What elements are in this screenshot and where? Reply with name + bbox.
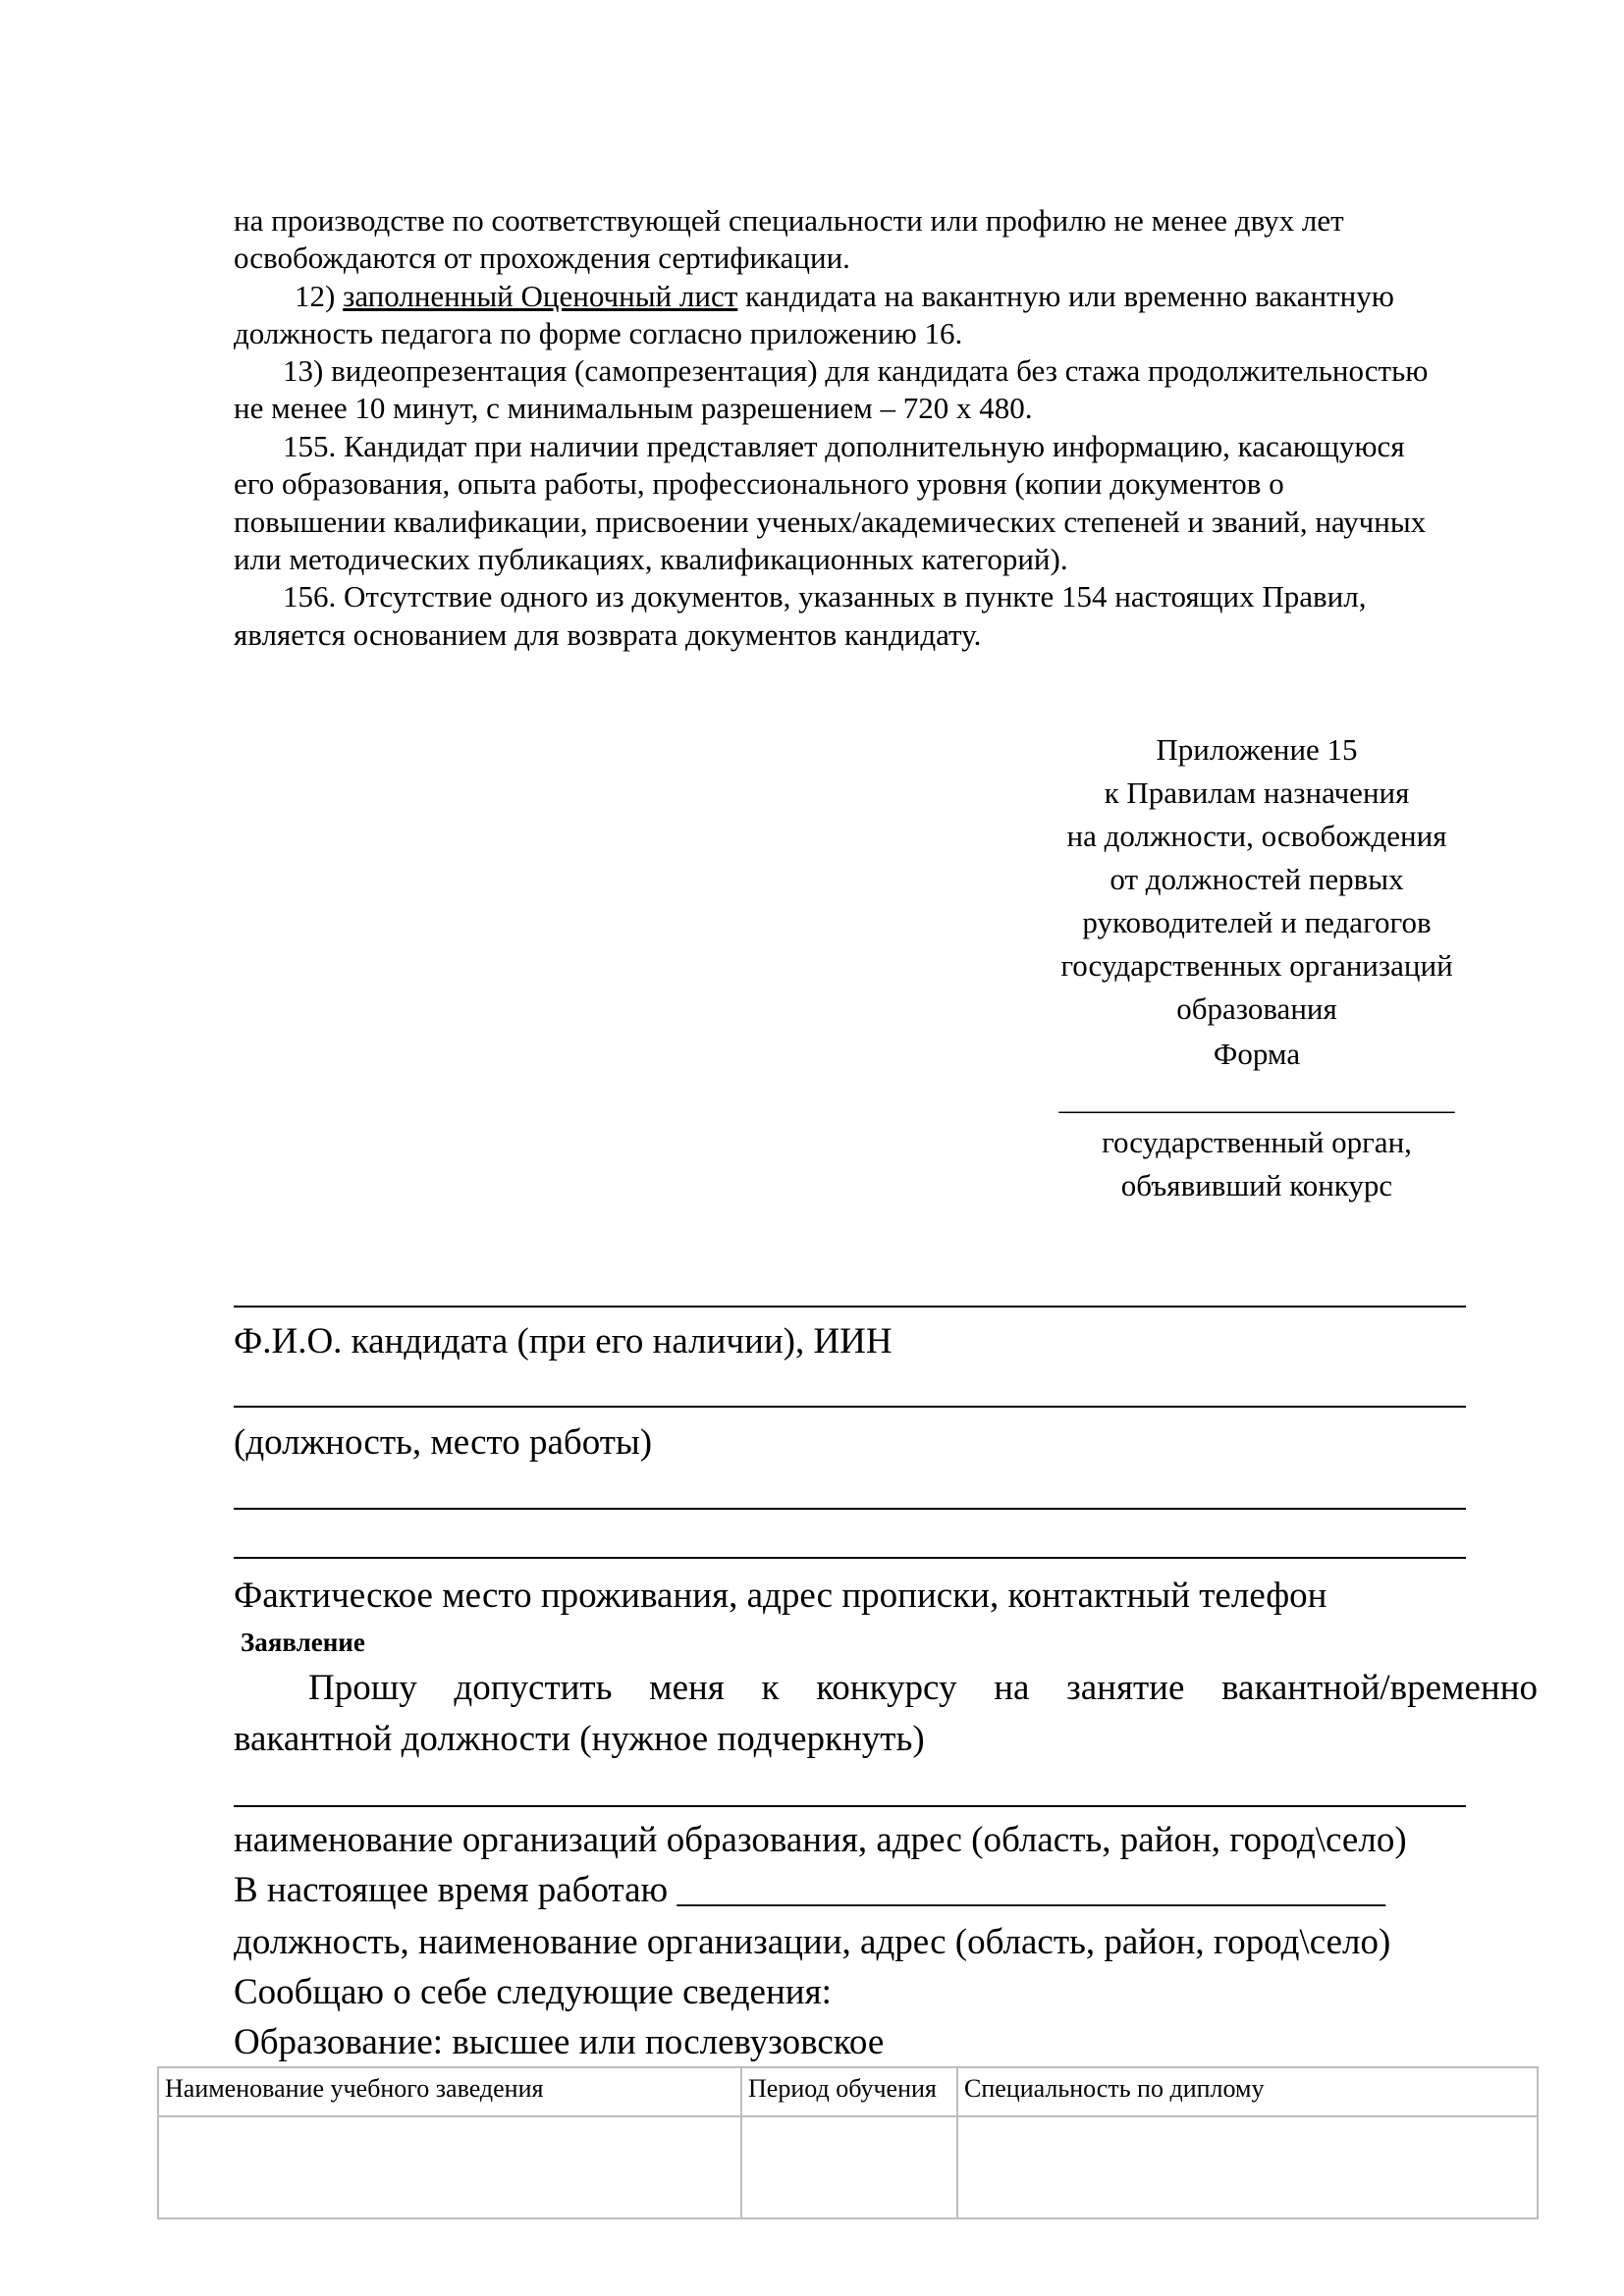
cell-specialty[interactable] bbox=[957, 2116, 1538, 2218]
organization-label: наименование организаций образования, адрес (область, район, город\село) bbox=[234, 1820, 1407, 1860]
item-12 bbox=[295, 278, 1394, 315]
paragraph-line: освобождаются от прохождения сертификации. bbox=[234, 240, 850, 275]
clause-155: 155. Кандидат при наличии представляет дополнительную информацию, касающуюся bbox=[283, 429, 1405, 463]
table-header-row bbox=[158, 2067, 1538, 2116]
table-row bbox=[158, 2116, 1538, 2218]
position-blank-line[interactable] bbox=[234, 1406, 1466, 1408]
appendix-line: руководителей и педагогов bbox=[1082, 905, 1432, 939]
request-text: Прошу допустить меня к конкурсу на занятие вакантной/временно bbox=[308, 1668, 1538, 1708]
header-specialty: Специальность по диплому bbox=[957, 2067, 1538, 2116]
request-line: вакантной должности (нужное подчеркнуть) bbox=[234, 1719, 925, 1759]
clause-156: 156. Отсутствие одного из документов, указанных в пункте 154 настоящих Правил, bbox=[283, 579, 1367, 614]
position-label: (должность, место работы) bbox=[234, 1422, 653, 1463]
appendix-line: на должности, освобождения bbox=[1066, 819, 1447, 853]
paragraph-line: является основанием для возврата документов кандидату. bbox=[234, 617, 982, 652]
education-label: Образование: высшее или послевузовское bbox=[234, 2022, 885, 2062]
cell-institution[interactable] bbox=[158, 2116, 741, 2218]
authority-caption: государственный орган, bbox=[1102, 1125, 1412, 1159]
appendix-line: от должностей первых bbox=[1110, 862, 1404, 896]
form-label: Форма bbox=[1213, 1037, 1301, 1071]
request-line bbox=[234, 1667, 1538, 1710]
item-12-text: кандидата на вакантную или временно вакантную bbox=[737, 279, 1394, 313]
paragraph-line: повышении квалификации, присвоении ученых/академических степеней и званий, научных bbox=[234, 505, 1427, 539]
residence-label: Фактическое место проживания, адрес прописки, контактный телефон bbox=[234, 1575, 1327, 1616]
item-12-number: 12) bbox=[295, 279, 344, 313]
authority-caption: объявивший конкурс bbox=[1120, 1168, 1393, 1202]
statement-title: Заявление bbox=[241, 1628, 365, 1657]
residence-blank-line[interactable] bbox=[234, 1508, 1466, 1510]
item-13: 13) видеопрезентация (самопрезентация) для кандидата без стажа продолжительностью bbox=[283, 353, 1429, 388]
paragraph-line: не менее 10 минут, с минимальным разрешением – 720 х 480. bbox=[234, 391, 1033, 425]
current-position-label: должность, наименование организации, адрес (область, район, город\село) bbox=[234, 1922, 1391, 1962]
appendix-title: Приложение 15 bbox=[1156, 732, 1358, 767]
current-work-row bbox=[234, 1869, 1385, 1912]
paragraph-line: его образования, опыта работы, профессионального уровня (копии документов о bbox=[234, 466, 1284, 501]
current-work-label: В настоящее время работаю bbox=[234, 1870, 669, 1910]
residence-blank-line[interactable] bbox=[234, 1557, 1466, 1559]
organization-blank-line[interactable] bbox=[234, 1805, 1466, 1807]
paragraph-line: должность педагога по форме согласно приложению 16. bbox=[234, 316, 963, 350]
authority-blank[interactable]: __________________________ bbox=[1058, 1082, 1455, 1116]
appendix-line: к Правилам назначения bbox=[1104, 775, 1410, 810]
appendix-block bbox=[1011, 728, 1502, 1207]
header-study-period: Период обучения bbox=[741, 2067, 957, 2116]
appendix-line: государственных организаций bbox=[1060, 948, 1453, 983]
header-institution: Наименование учебного заведения bbox=[158, 2067, 741, 2116]
fio-label: Ф.И.О. кандидата (при его наличии), ИИН bbox=[234, 1321, 893, 1362]
evaluation-sheet-link[interactable]: заполненный Оценочный лист bbox=[343, 279, 738, 313]
appendix-line: образования bbox=[1176, 991, 1337, 1026]
fio-blank-line[interactable] bbox=[234, 1306, 1466, 1308]
education-table bbox=[157, 2066, 1539, 2219]
cell-study-period[interactable] bbox=[741, 2116, 957, 2218]
paragraph-line: на производстве по соответствующей специальности или профилю не менее двух лет bbox=[234, 203, 1344, 238]
current-work-blank[interactable]: _________________________________ bbox=[677, 1870, 1276, 1910]
paragraph-line: или методических публикациях, квалификационных категорий). bbox=[234, 542, 1068, 576]
current-work-blank-tail[interactable]: ______ bbox=[1275, 1870, 1385, 1910]
about-label: Сообщаю о себе следующие сведения: bbox=[234, 1972, 832, 2012]
